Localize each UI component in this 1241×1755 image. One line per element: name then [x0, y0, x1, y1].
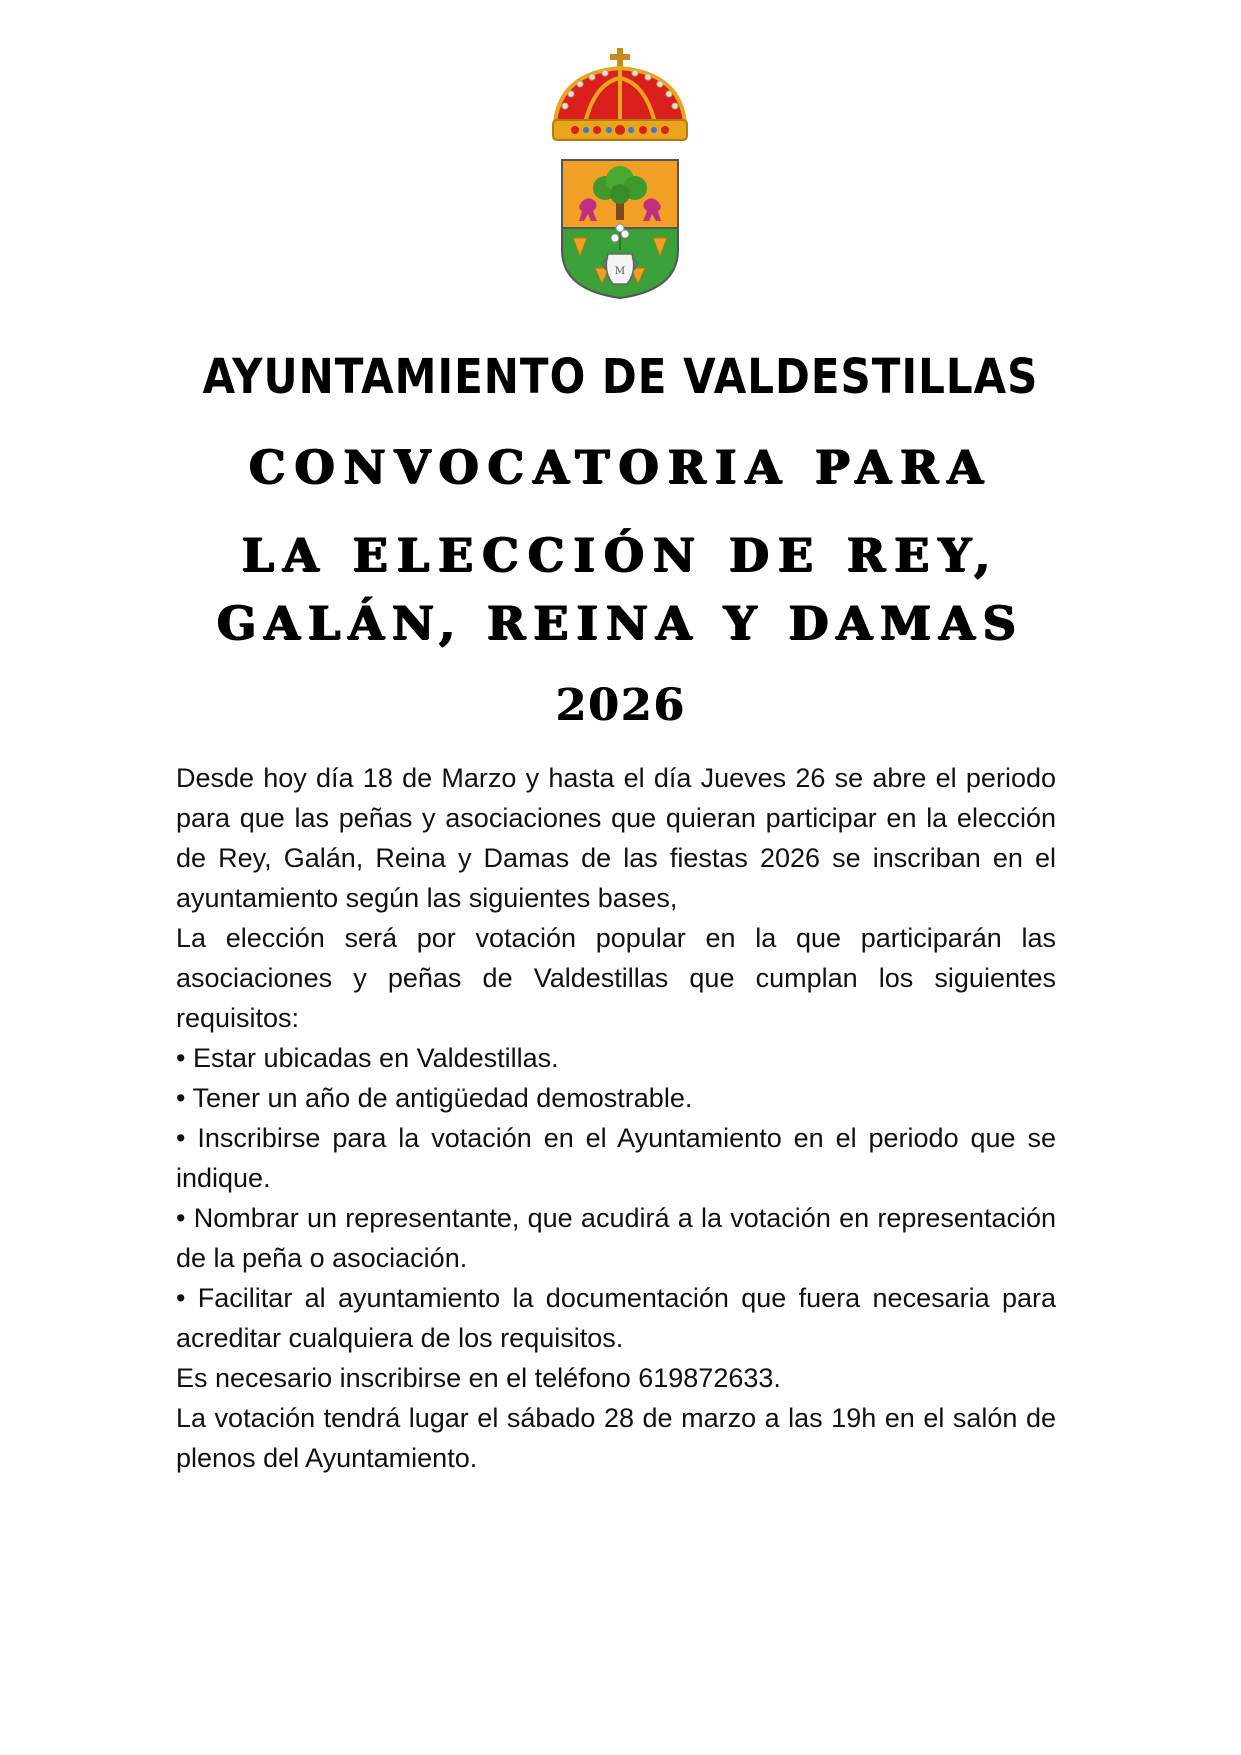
title-galan-reina-damas: GALÁN, REINA Y DAMAS [217, 596, 1024, 650]
requirement-item: • Inscribirse para la votación en el Ayuntamiento en el periodo que se indique. [176, 1123, 1056, 1193]
paragraph-intro: Desde hoy día 18 de Marzo y hasta el día Jueves 26 se abre el periodo para que las peñas y asociaciones que quieran participar en la elección de Rey, Galán, Reina y Damas de las fiestas 2026 se inscriban en el ayuntamiento según las siguientes bases, [176, 763, 1056, 913]
announcement-body [176, 758, 1056, 1478]
title-eleccion: LA ELECCIÓN DE REY, [241, 528, 1000, 582]
coat-of-arms-icon [525, 28, 715, 318]
requirement-item: • Estar ubicadas en Valdestillas. [176, 1043, 559, 1073]
svg-text:M: M [614, 266, 626, 277]
title-convocatoria: CONVOCATORIA PARA [248, 440, 993, 494]
requirement-item: • Tener un año de antigüedad demostrable. [176, 1083, 693, 1113]
requirement-item: • Nombrar un representante, que acudirá a la votación en representación de la peña o asociación. [176, 1203, 1056, 1273]
requirement-item: • Facilitar al ayuntamiento la documentación que fuera necesaria para acreditar cualquiera de los requisitos. [176, 1283, 1056, 1353]
paragraph-election: La elección será por votación popular en la que participarán las asociaciones y peñas de Valdestillas que cumplan los siguientes requisitos: [176, 923, 1056, 1033]
paragraph-phone: Es necesario inscribirse en el teléfono 619872633. [176, 1363, 781, 1393]
title-year: 2026 [555, 680, 686, 731]
paragraph-vote-date: La votación tendrá lugar el sábado 28 de marzo a las 19h en el salón de plenos del Ayuntamiento. [176, 1403, 1056, 1473]
title-ayuntamiento: AYUNTAMIENTO DE VALDESTILLAS [202, 348, 1039, 405]
